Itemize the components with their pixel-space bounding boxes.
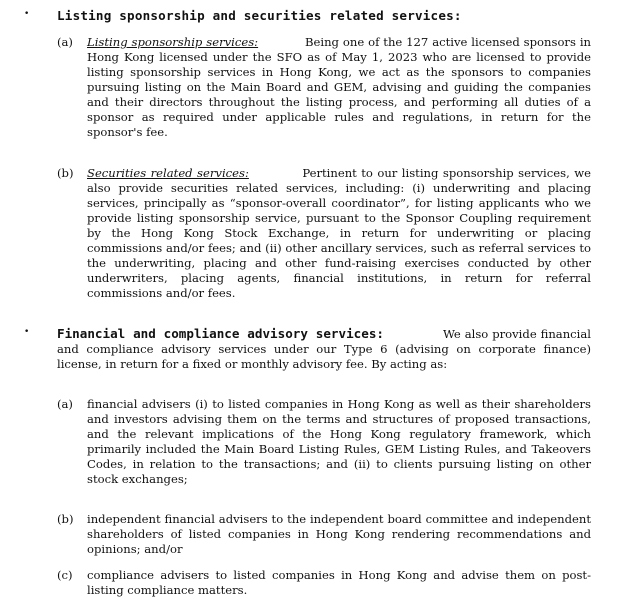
list-item-compliance-advisers	[57, 568, 591, 598]
item-body	[87, 166, 591, 301]
item-text: Being one of the 127 active licensed sponsors in Hong Kong licensed under the SFO as of May 1, 2023 who are licensed to provide listing sponsorship services in Hong Kong, we act as the sponsors to companies pursuing listing on the Main Board and GEM, advising and guiding the companies and their directors throughout the listing process, and performing all duties of a sponsor as required under applicable rules and regulations, in return for the sponsor's fee.	[87, 35, 592, 139]
item-title: Securities related services:	[87, 166, 249, 180]
bullet-marker: •	[24, 327, 30, 337]
item-marker: (a)	[57, 397, 73, 411]
list-item-independent-financial-advisers	[57, 512, 591, 557]
list-item-financial-advisers	[57, 397, 591, 487]
bullet-marker: •	[24, 9, 30, 19]
item-body: compliance advisers to listed companies in Hong Kong and advise them on post-listing compliance matters.	[87, 568, 591, 597]
item-marker: (b)	[57, 166, 74, 180]
list-item-securities-related	[57, 166, 591, 301]
item-text: Pertinent to our listing sponsorship services, we also provide securities related services, including: (i) underwriting and placing services, principally as “sponsor-overall coordinator”, for listing applicants who we provide listing sponsorship service, pursuant to the Sponsor Coupling requirement by the Hong Kong Stock Exchange, in return for underwriting or placing commissions and/or fees; and (ii) other ancillary services, such as referral services to the underwriting, placing and other fund-raising exercises conducted by other underwriters, placing agents, financial institutions, in return for referral commissions and/or fees.	[87, 166, 591, 300]
item-body: independent financial advisers to the independent board committee and independent shareholders of listed companies in Hong Kong rendering recommendations and opinions; and/or	[87, 512, 591, 556]
item-body	[87, 35, 591, 140]
section-intro-financial-advisory	[57, 326, 591, 372]
section-intro-text: We also provide financial and compliance advisory services under our Type 6 (advising on corporate finance) license, in return for a fixed or monthly advisory fee. By acting as:	[57, 327, 592, 371]
section-heading-financial-advisory: Financial and compliance advisory services:	[57, 326, 385, 341]
item-marker: (b)	[57, 512, 74, 526]
list-item-listing-sponsorship	[57, 35, 591, 140]
item-marker: (c)	[57, 568, 73, 582]
item-body: financial advisers (i) to listed companies in Hong Kong as well as their shareholders and investors advising them on the terms and structures of proposed transactions, and the relevant implications of the Hong Kong regulatory framework, which primarily included the Main Board Listing Rules, GEM Listing Rules, and Takeovers Codes, in relation to the transactions; and (ii) to clients pursuing listing on other stock exchanges;	[87, 397, 591, 486]
item-title: Listing sponsorship services:	[87, 35, 259, 49]
section-heading-listing-sponsorship: Listing sponsorship and securities related services:	[57, 8, 462, 23]
item-marker: (a)	[57, 35, 73, 49]
